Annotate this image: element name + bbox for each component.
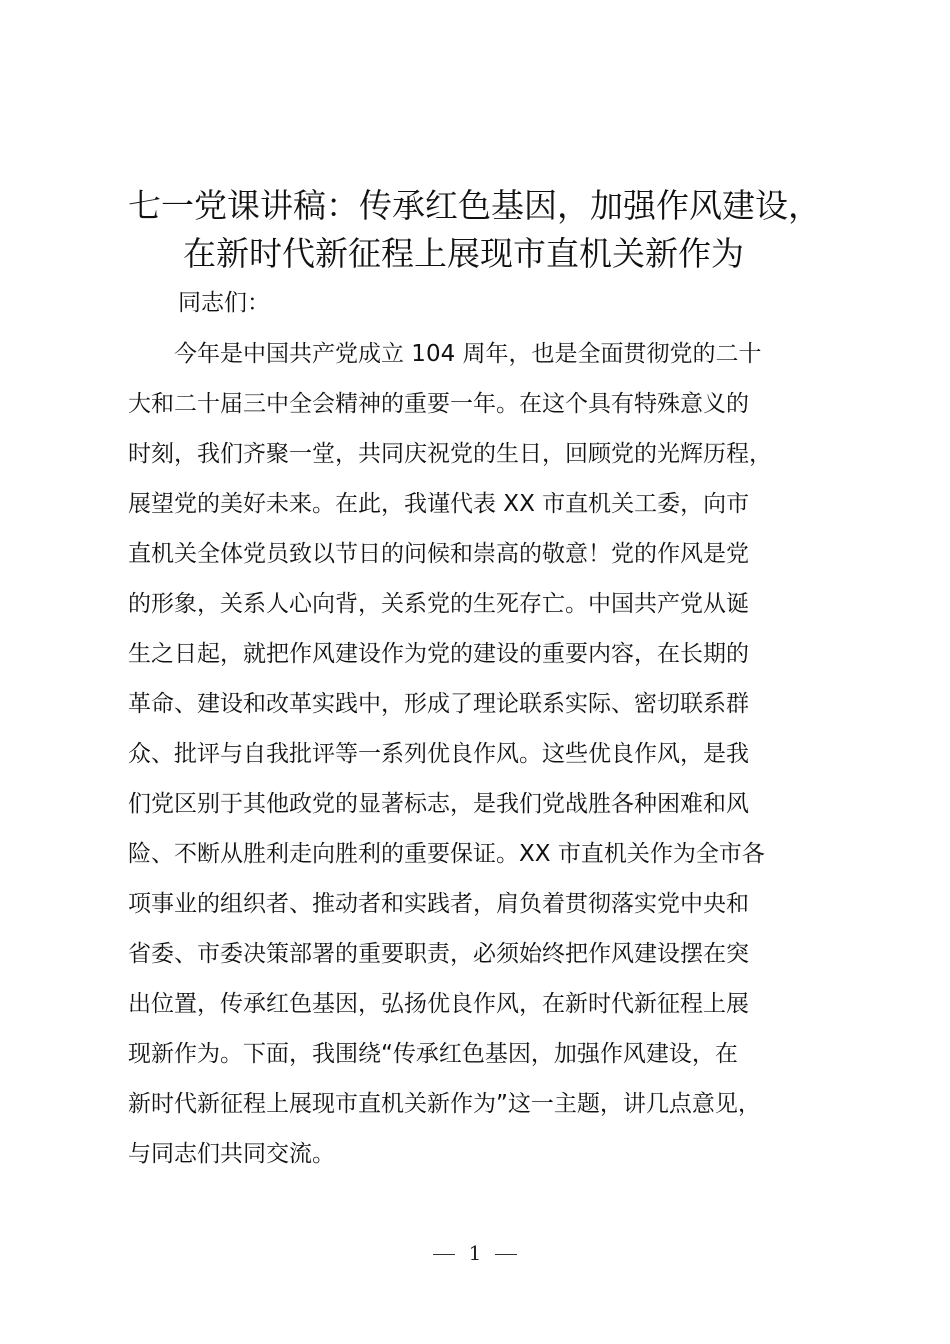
paragraph-line: 项事业的组织者、推动者和实践者，肩负着贯彻落实党中央和 [128, 891, 749, 917]
paragraph-line: 省委、市委决策部署的重要职责，必须始终把作风建设摆在突 [128, 941, 749, 967]
title-line: 七一党课讲稿：传承红色基因，加强作风建设， [128, 186, 821, 225]
paragraph-line: 们党区别于其他政党的显著标志，是我们党战胜各种困难和风 [128, 791, 749, 817]
paragraph-line: 现新作为。下面，我围绕“传承红色基因，加强作风建设，在 [128, 1041, 738, 1067]
footer-dash-right [495, 1254, 517, 1255]
page-number: 1 [468, 1241, 482, 1265]
document-title [0, 182, 950, 278]
page-footer [0, 1238, 950, 1268]
paragraph-line: 展望党的美好未来。在此，我谨代表 XX 市直机关工委，向市 [128, 491, 750, 517]
paragraph-line: 众、批评与自我批评等一系列优良作风。这些优良作风，是我 [128, 741, 749, 767]
paragraph-line: 的形象，关系人心向背，关系党的生死存亡。中国共产党从诞 [128, 591, 749, 617]
paragraph-line: 出位置，传承红色基因，弘扬优良作风，在新时代新征程上展 [128, 991, 749, 1017]
paragraph-line: 新时代新征程上展现市直机关新作为”这一主题，讲几点意见， [128, 1091, 761, 1117]
title-line: 在新时代新征程上展现市直机关新作为 [183, 234, 744, 273]
paragraph-line: 时刻，我们齐聚一堂，共同庆祝党的生日，回顾党的光辉历程， [128, 441, 772, 467]
footer-dash-left [433, 1254, 455, 1255]
paragraph-line: 革命、建设和改革实践中，形成了理论联系实际、密切联系群 [128, 691, 749, 717]
paragraph-line: 大和二十届三中全会精神的重要一年。在这个具有特殊意义的 [128, 391, 749, 417]
paragraph-line: 今年是中国共产党成立 104 周年，也是全面贯彻党的二十 [174, 341, 762, 367]
paragraph-line: 直机关全体党员致以节日的问候和崇高的敬意！党的作风是党 [128, 541, 749, 567]
body-paragraph [128, 334, 828, 1184]
paragraph-line: 险、不断从胜利走向胜利的重要保证。XX 市直机关作为全市各 [128, 841, 765, 867]
salutation: 同志们： [178, 290, 270, 316]
paragraph-line: 与同志们共同交流。 [128, 1141, 335, 1167]
paragraph-line: 生之日起，就把作风建设作为党的建设的重要内容，在长期的 [128, 641, 749, 667]
